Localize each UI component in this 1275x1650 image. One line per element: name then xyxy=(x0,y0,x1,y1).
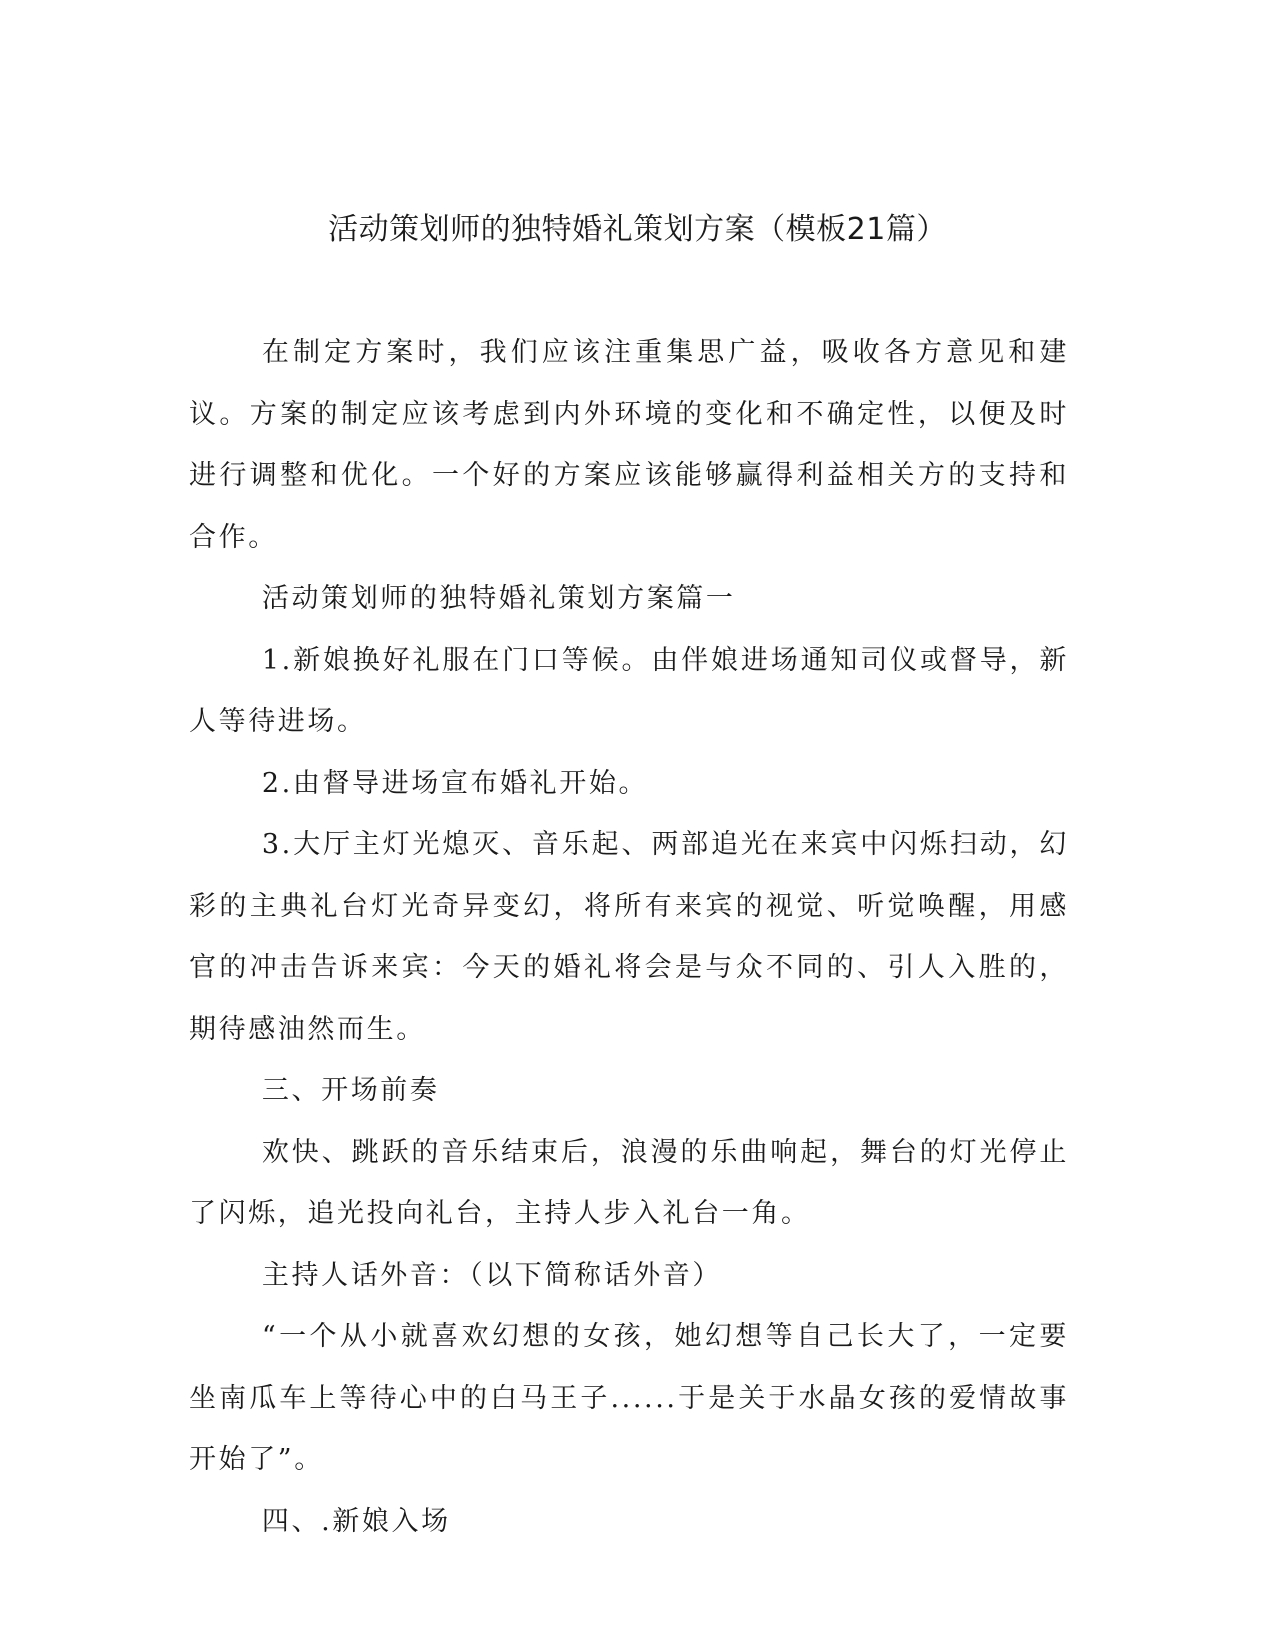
paragraph-intro: 在制定方案时，我们应该注重集思广益，吸收各方意见和建议。方案的制定应该考虑到内外环境的变化和不确定性，以便及时进行调整和优化。一个好的方案应该能够赢得利益相关方的支持和合作。 xyxy=(189,337,1069,553)
paragraph-step-3: 3.大厅主灯光熄灭、音乐起、两部追光在来宾中闪烁扫动，幻彩的主典礼台灯光奇异变幻，将所有来宾的视觉、听觉唤醒，用感官的冲击告诉来宾：今天的婚礼将会是与众不同的、引人入胜的，期待感油然而生。 xyxy=(189,829,1069,1045)
paragraph-step-1: 1.新娘换好礼服在门口等候。由伴娘进场通知司仪或督导，新人等待进场。 xyxy=(189,644,1069,737)
document-title: 活动策划师的独特婚礼策划方案（模板21篇） xyxy=(328,212,947,247)
paragraph-heading-bride-entrance: 四、.新娘入场 xyxy=(261,1505,451,1537)
document-body xyxy=(189,322,1069,1552)
paragraph-opening-music: 欢快、跳跃的音乐结束后，浪漫的乐曲响起，舞台的灯光停止了闪烁，追光投向礼台，主持人步入礼台一角。 xyxy=(189,1136,1069,1229)
paragraph-section-heading: 活动策划师的独特婚礼策划方案篇一 xyxy=(261,583,736,614)
paragraph-heading-opening: 三、开场前奏 xyxy=(261,1075,440,1106)
paragraph-quote: “一个从小就喜欢幻想的女孩，她幻想等自己长大了，一定要坐南瓜车上等待心中的白马王子......于是关于水晶女孩的爱情故事开始了”。 xyxy=(189,1321,1069,1475)
paragraph-host-voiceover: 主持人话外音：（以下简称话外音） xyxy=(261,1259,722,1291)
paragraph-step-2: 2.由督导进场宣布婚礼开始。 xyxy=(261,767,649,799)
